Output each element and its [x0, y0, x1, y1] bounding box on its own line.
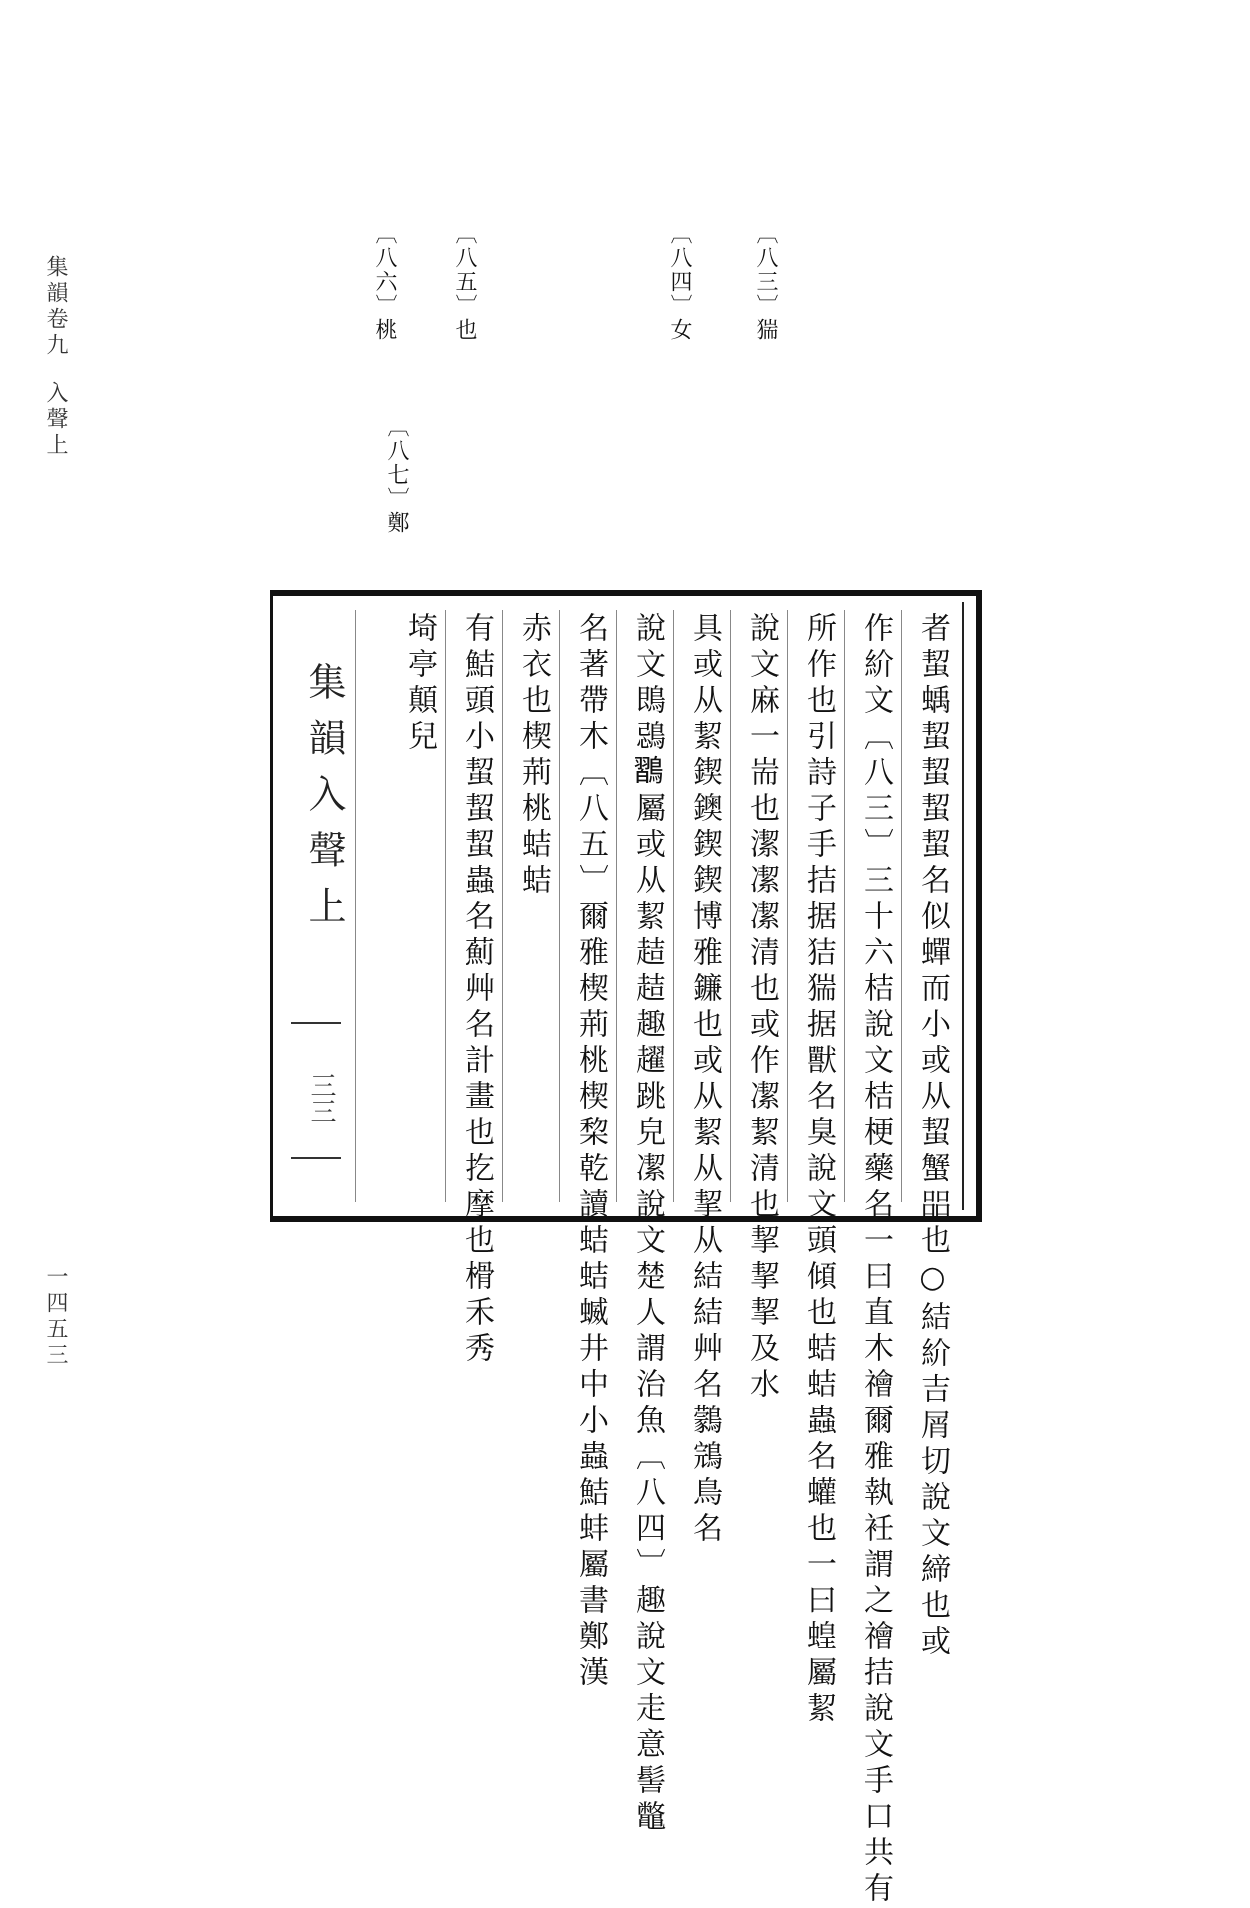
running-head-title: 集韻卷九 — [43, 255, 68, 359]
page-number: 一四五三 — [43, 1265, 68, 1369]
running-head — [40, 255, 71, 459]
collation-note — [752, 222, 778, 342]
text-column: 說文麻一耑也潔㓗㓗清也或作㓗絜清也挈挈挈及水 — [744, 612, 779, 1404]
text-column: 所作也引詩子手拮据狤猯据獸名臭說文頭傾也蛣蛣蟲名蠸也一曰蝗屬絜 — [801, 612, 836, 1728]
banxin-title: 集韻入聲上 — [302, 662, 346, 942]
text-column: 名著帶木〔八五〕爾雅楔荊桃楔棃乾讀蛣蛣蝛井中小蟲鮚蚌屬書鄭漢 — [573, 612, 608, 1692]
text-column: 赤衣也楔荊桃蛣蛣 — [516, 612, 551, 900]
collation-text: 桃 — [372, 318, 397, 342]
collation-marker: 〔八四〕 — [667, 222, 692, 318]
collation-text: 鄭 — [384, 511, 409, 535]
collation-marker: 〔八五〕 — [452, 222, 477, 318]
collation-text: 猯 — [753, 318, 778, 342]
woodblock-frame — [270, 590, 982, 1908]
text-column: 具或从絜鍥鐭鍥鍥博雅鐮也或从絜从挈从結結艸名鸏鵍鳥名 — [687, 612, 722, 1548]
text-panel — [283, 602, 964, 1908]
collation-note — [371, 222, 397, 342]
text-column: 埼亭顛兒 — [402, 612, 437, 756]
collation-marker: 〔八六〕 — [372, 222, 397, 318]
text-column: 說文鵖鵋𪄶屬或从絜趌趌趣趯跳皃㓗說文楚人謂治魚〔八四〕趣說文走意髻鼈 — [630, 612, 665, 1836]
collation-marker: 〔八三〕 — [753, 222, 778, 318]
collation-marker: 〔八七〕 — [384, 415, 409, 511]
collation-text: 女 — [667, 318, 692, 342]
collation-note — [451, 222, 477, 342]
banxin-number: 三三 — [306, 1072, 336, 1124]
collation-note — [666, 222, 692, 342]
running-head-section: 入聲上 — [43, 381, 68, 459]
text-column: 有鮚頭小蛪蛪蛪蟲名薊艸名計畫也扢摩也榾禾秀 — [459, 612, 494, 1368]
text-column: 作紒文〔八三〕三十六桔說文桔梗藥名一曰直木禬爾雅執衽謂之禬拮說文手口共有 — [858, 612, 893, 1908]
collation-text: 也 — [452, 318, 477, 342]
text-column: 者蛪蝺蛪蛪蛪蛪名似蟬而小或从蛪蟹㗊也○結紒吉屑切說文締也或 — [915, 612, 950, 1661]
collation-note — [383, 415, 409, 535]
